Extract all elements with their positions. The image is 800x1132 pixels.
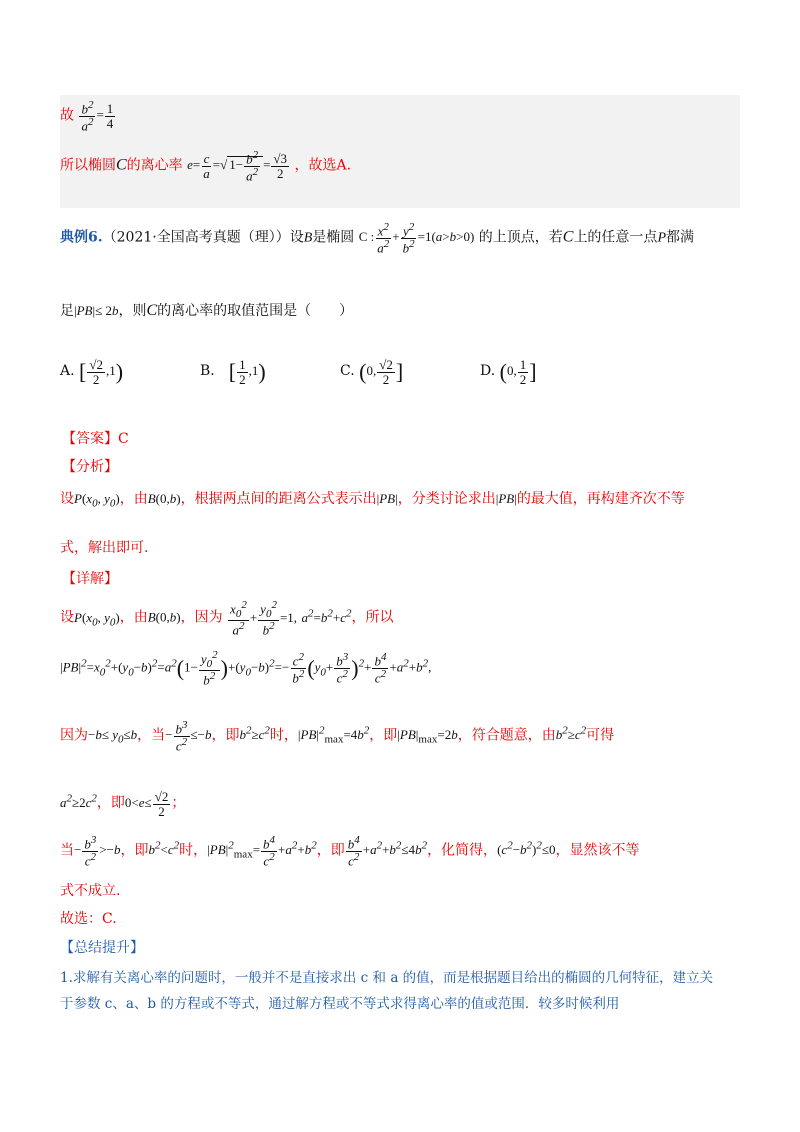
symbol-c: C xyxy=(146,302,158,319)
text-5: 足 xyxy=(60,303,74,319)
analysis-line-2: 式，解出即可. xyxy=(60,540,149,556)
text-s4: ，分类讨论求出 xyxy=(397,491,496,507)
text-l5c: 时， xyxy=(179,842,208,859)
text-end: ，故选A. xyxy=(294,157,352,174)
text-s5: 的最大值，再构建齐次不等 xyxy=(516,491,685,507)
formula-ineq: $\frac{b^4}{c^2}$ $+a^2+b^2\le 4b^2$ xyxy=(347,834,428,869)
text-l3f: ，符合题意，由 xyxy=(457,727,556,744)
text-l5b: ，即 xyxy=(120,842,149,859)
formula-a2-b2-c2: $a^2=b^2+c^2$ xyxy=(301,607,352,625)
text-s3: ，根据两点间的距离公式表示出 xyxy=(180,491,377,507)
option-letter: D. xyxy=(480,363,496,380)
formula-abs-pb: |PB| xyxy=(495,491,517,506)
analysis-line-1 xyxy=(60,488,685,510)
option-letter: B． xyxy=(200,363,225,380)
formula-b-point: B(0,b) xyxy=(147,609,181,625)
example-condition-line xyxy=(60,300,353,320)
formula-vertex-cond-2: − $\frac{b^3}{c^2}$ >−b xyxy=(74,834,121,869)
answer-tag: 【答案】 xyxy=(62,431,118,447)
analysis-tag: 【分析】 xyxy=(62,459,118,475)
detail-line-6: 式不成立. xyxy=(60,883,121,899)
text-1: 是椭圆 xyxy=(312,229,355,246)
symbol-c: C xyxy=(116,156,127,174)
example-heading-line xyxy=(60,222,694,255)
text-prefix: 所以椭圆 xyxy=(60,157,116,174)
answer-line xyxy=(62,428,129,448)
summary-line-1: 1.求解有关离心率的问题时，一般并不是直接求出 c 和 a 的值，而是根据题目给出的椭圆的几何特征，建立关 xyxy=(60,970,714,986)
text-l1b: ，由 xyxy=(119,609,148,626)
text-l1d: ，所以 xyxy=(351,609,394,626)
formula-point-on-ellipse: $\frac{x_0^2}{a^2}$ + $\frac{y_0^2}{b^2}$ =1, xyxy=(230,599,298,638)
formula-max-2b: $|PB|_{max}=2b$ xyxy=(397,727,458,747)
text-l3e: ，即 xyxy=(369,727,398,744)
text-s2: ，由 xyxy=(119,491,148,507)
formula-abs-pb: |PB| xyxy=(376,491,398,506)
option-c-formula: (0, $\frac{√2}{2}$ ] xyxy=(359,357,404,387)
formula-pb-squared: $|PB|^2=x_0^2+(y_0-b)^2=a^2(1-$ $\frac{y_0^2}{b^2}$ )$+(y_0-b)^2=-$ $\frac{c^2}{b^2}$ ($y_0+$ $\frac{b^3}{c^2}$ )$^2$+ $\frac{b^4}{c^2}$ $+a^2+b^2$, xyxy=(60,649,432,688)
symbol-c: C xyxy=(562,228,574,246)
text-2: 的上顶点，若 xyxy=(478,229,563,246)
option-b-formula: [ $\frac{1}{2}$ ,1) xyxy=(228,357,266,387)
text-l5e: ，化简得， xyxy=(427,842,498,859)
text-3: 上的任意一点 xyxy=(573,229,658,246)
summary-line-2: 于参数 c、a、b 的方程或不等式，通过解方程或不等式求得离心率的值或范围．较多时候利用 xyxy=(60,996,620,1012)
symbol-p: P xyxy=(657,230,666,246)
formula-square-le-0: $(c^2-b^2)^2\le 0$ xyxy=(497,840,556,858)
detail-line-4 xyxy=(60,790,185,818)
formula-y0-range: $-b\le y_0\le b$ xyxy=(88,727,138,747)
text-7: 的离心率的取值范围是（ ） xyxy=(157,303,354,319)
formula-pb-le-2b: |PB|≤ 2b xyxy=(74,303,119,318)
formula-max-4b2: $|PB|^2_{max}=4b^2$ xyxy=(297,725,370,747)
text-l1a: 设 xyxy=(60,609,74,626)
option-letter: C. xyxy=(340,363,355,380)
option-d[interactable] xyxy=(480,358,537,386)
example-label: 典例6. xyxy=(60,229,103,246)
formula-e-range: 0<e≤ $\frac{√2}{2}$ xyxy=(124,789,169,819)
formula-b2-over-a2: $\frac{b^2}{a^2}$ = $\frac{1}{4}$ xyxy=(81,99,114,134)
option-a-formula: [ $\frac{√2}{2}$ ,1) xyxy=(79,357,124,387)
formula-vertex-cond: − $\frac{b^3}{c^2}$ ≤−b xyxy=(165,719,212,754)
option-b[interactable] xyxy=(200,358,266,386)
text-l5f: ，显然该不等 xyxy=(555,842,640,859)
option-c[interactable] xyxy=(340,358,403,386)
detail-line-7: 故选：C. xyxy=(60,911,117,927)
text-l5d: ，即 xyxy=(316,842,345,859)
detail-line-5 xyxy=(60,835,640,868)
text-6: ，则 xyxy=(118,303,147,319)
formula-ellipse: C : $\frac{x^2}{a^2}$ + $\frac{y^2}{b^2}$ =1(a>b>0) xyxy=(358,221,475,256)
text-l5a: 当 xyxy=(60,842,74,859)
formula-eccentricity: e= $\frac{c}{a}$ =√ 1− $\frac{b^2}{a^2}$ = $\frac{√3}{2}$ xyxy=(187,149,288,184)
formula-p-point: $P(x_0$, $y_0$) xyxy=(74,491,120,510)
text-mid: 的离心率 xyxy=(126,157,183,174)
text-l3c: ，即 xyxy=(211,727,240,744)
formula-b2-lt-c2: $b^2<c^2$ xyxy=(148,840,180,858)
option-letter: A. xyxy=(60,363,75,380)
text-4: 都满 xyxy=(666,229,694,246)
detail-tag: 【详解】 xyxy=(62,571,118,587)
text-l3g: 可得 xyxy=(586,727,615,744)
formula-max-expr: $|PB|^2_{max}=$ $\frac{b^4}{c^2}$ $+a^2+b^2$ xyxy=(207,834,317,869)
gu-prefix: 故 xyxy=(60,107,74,124)
example-source: （2021·全国高考真题（理））设 xyxy=(102,229,304,246)
answer-value: C xyxy=(118,431,129,447)
symbol-b: B xyxy=(303,230,313,246)
solution-line-ratio xyxy=(60,100,116,133)
text-l4a: ，即 xyxy=(96,795,125,812)
text-l3d: 时， xyxy=(269,727,298,744)
formula-b-point: B(0,b) xyxy=(147,491,181,506)
formula-b2-ge-c2: $b^2\ge c^2$ xyxy=(239,725,270,743)
text-l4b: ； xyxy=(171,795,186,812)
option-d-formula: (0, $\frac{1}{2}$ ] xyxy=(499,357,537,387)
summary-tag: 【总结提升】 xyxy=(60,940,144,956)
option-a[interactable] xyxy=(60,358,123,386)
solution-line-eccentricity xyxy=(60,150,351,183)
detail-line-3 xyxy=(60,720,614,753)
detail-line-1 xyxy=(60,600,393,637)
text-s1: 设 xyxy=(60,491,74,507)
text-l1c: ，因为 xyxy=(180,609,223,626)
text-l3b: ，当 xyxy=(137,727,166,744)
formula-p-point: $P(x_0$, $y_0$) xyxy=(74,609,120,629)
text-l3a: 因为 xyxy=(60,727,88,744)
formula-a2-ge-2c2: $a^2\ge 2c^2$ xyxy=(60,792,97,811)
formula-b2-ge-c2: $b^2\ge c^2$ xyxy=(555,725,587,743)
